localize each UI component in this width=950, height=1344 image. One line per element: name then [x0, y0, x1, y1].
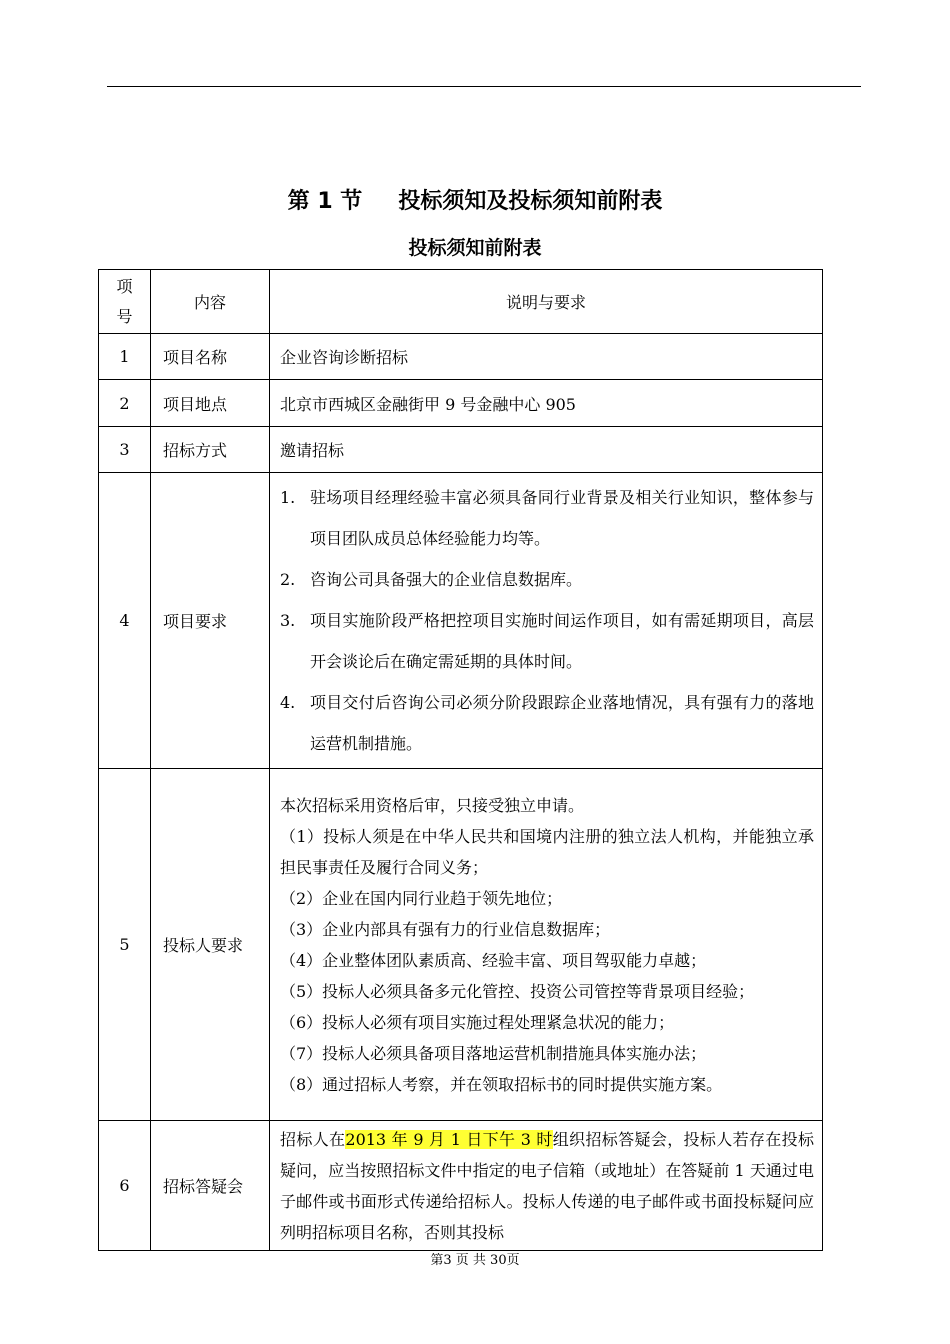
row-desc: 企业咨询诊断招标 [270, 334, 823, 380]
list-item [280, 600, 814, 682]
page-footer: 第3 页 共 30页 [430, 1253, 520, 1268]
qa-meeting-text [280, 1122, 814, 1250]
requirement-list [280, 473, 814, 768]
table-row [99, 427, 823, 473]
list-item [280, 559, 814, 600]
row-item: 项目名称 [151, 334, 270, 380]
requirement-line: （7）投标人必须具备项目落地运营机制措施具体实施办法； [280, 1043, 707, 1063]
row-no: 1 [99, 334, 151, 380]
list-number: 4. [280, 693, 296, 712]
list-text: 项目交付后咨询公司必须分阶段跟踪企业落地情况，具有强有力的落地运营机制措施。 [310, 693, 814, 753]
section-heading: 投标须知及投标须知前附表 [398, 189, 663, 214]
row-item: 项目要求 [151, 473, 270, 769]
qa-date-highlight: 2013 年 9 月 1 日下午 3 时 [345, 1129, 553, 1149]
row-no: 3 [99, 427, 151, 473]
requirement-line: （4）企业整体团队素质高、经验丰富、项目驾驭能力卓越； [280, 950, 707, 970]
row-no: 5 [99, 769, 151, 1121]
header-no-label: 项 号 [116, 276, 133, 326]
header-rule [107, 86, 861, 87]
table-header-row [99, 270, 823, 334]
requirement-line: （5）投标人必须具备多元化管控、投资公司管控等背景项目经验； [280, 981, 755, 1001]
table-row [99, 1121, 823, 1251]
requirement-line: （1）投标人须是在中华人民共和国境内注册的独立法人机构，并能独立承担民事责任及履行合同义务； [280, 826, 814, 877]
header-item: 内容 [151, 270, 270, 334]
row-desc [270, 769, 823, 1121]
list-item [280, 477, 814, 559]
section-title [0, 184, 950, 215]
list-number: 2. [280, 570, 296, 589]
header-desc: 说明与要求 [270, 270, 823, 334]
requirements-table [98, 269, 823, 1251]
bidder-requirements [280, 788, 814, 1102]
table-row [99, 473, 823, 769]
list-text: 咨询公司具备强大的企业信息数据库。 [310, 570, 583, 589]
row-desc: 邀请招标 [270, 427, 823, 473]
qa-text-suffix: 组织招标答疑会，投标人若存在投标疑问，应当按照招标文件中指定的电子信箱（或地址）在答疑前 1 天通过电子邮件或书面形式传递给招标人。投标人传递的电子邮件或书面投标疑问应列明招标项目名称，否则其投标 [280, 1129, 814, 1242]
list-number: 3. [280, 611, 296, 630]
table-row [99, 380, 823, 427]
list-number: 1. [280, 488, 296, 507]
row-desc [270, 473, 823, 769]
requirement-line: （2）企业在国内同行业趋于领先地位； [280, 888, 563, 908]
requirement-line: 本次招标采用资格后审，只接受独立申请。 [280, 795, 585, 815]
requirement-line: （6）投标人必须有项目实施过程处理紧急状况的能力； [280, 1012, 675, 1032]
list-text: 驻场项目经理经验丰富必须具备同行业背景及相关行业知识，整体参与项目团队成员总体经验能力均等。 [310, 488, 814, 548]
row-no: 2 [99, 380, 151, 427]
header-no [99, 270, 151, 334]
row-item: 招标方式 [151, 427, 270, 473]
row-item: 投标人要求 [151, 769, 270, 1121]
row-no: 6 [99, 1121, 151, 1251]
row-no: 4 [99, 473, 151, 769]
row-item: 项目地点 [151, 380, 270, 427]
list-text: 项目实施阶段严格把控项目实施时间运作项目，如有需延期项目，高层开会谈论后在确定需延期的具体时间。 [310, 611, 814, 671]
table-row [99, 334, 823, 380]
requirement-line: （8）通过招标人考察，并在领取招标书的同时提供实施方案。 [280, 1074, 723, 1094]
table-title: 投标须知前附表 [408, 237, 542, 259]
list-item [280, 682, 814, 764]
table-row [99, 769, 823, 1121]
row-desc: 北京市西城区金融街甲 9 号金融中心 905 [270, 380, 823, 427]
section-number: 第 1 节 [287, 189, 363, 214]
row-desc [270, 1121, 823, 1251]
requirement-line: （3）企业内部具有强有力的行业信息数据库； [280, 919, 611, 939]
qa-text-prefix: 招标人在 [280, 1129, 346, 1149]
row-item: 招标答疑会 [151, 1121, 270, 1251]
